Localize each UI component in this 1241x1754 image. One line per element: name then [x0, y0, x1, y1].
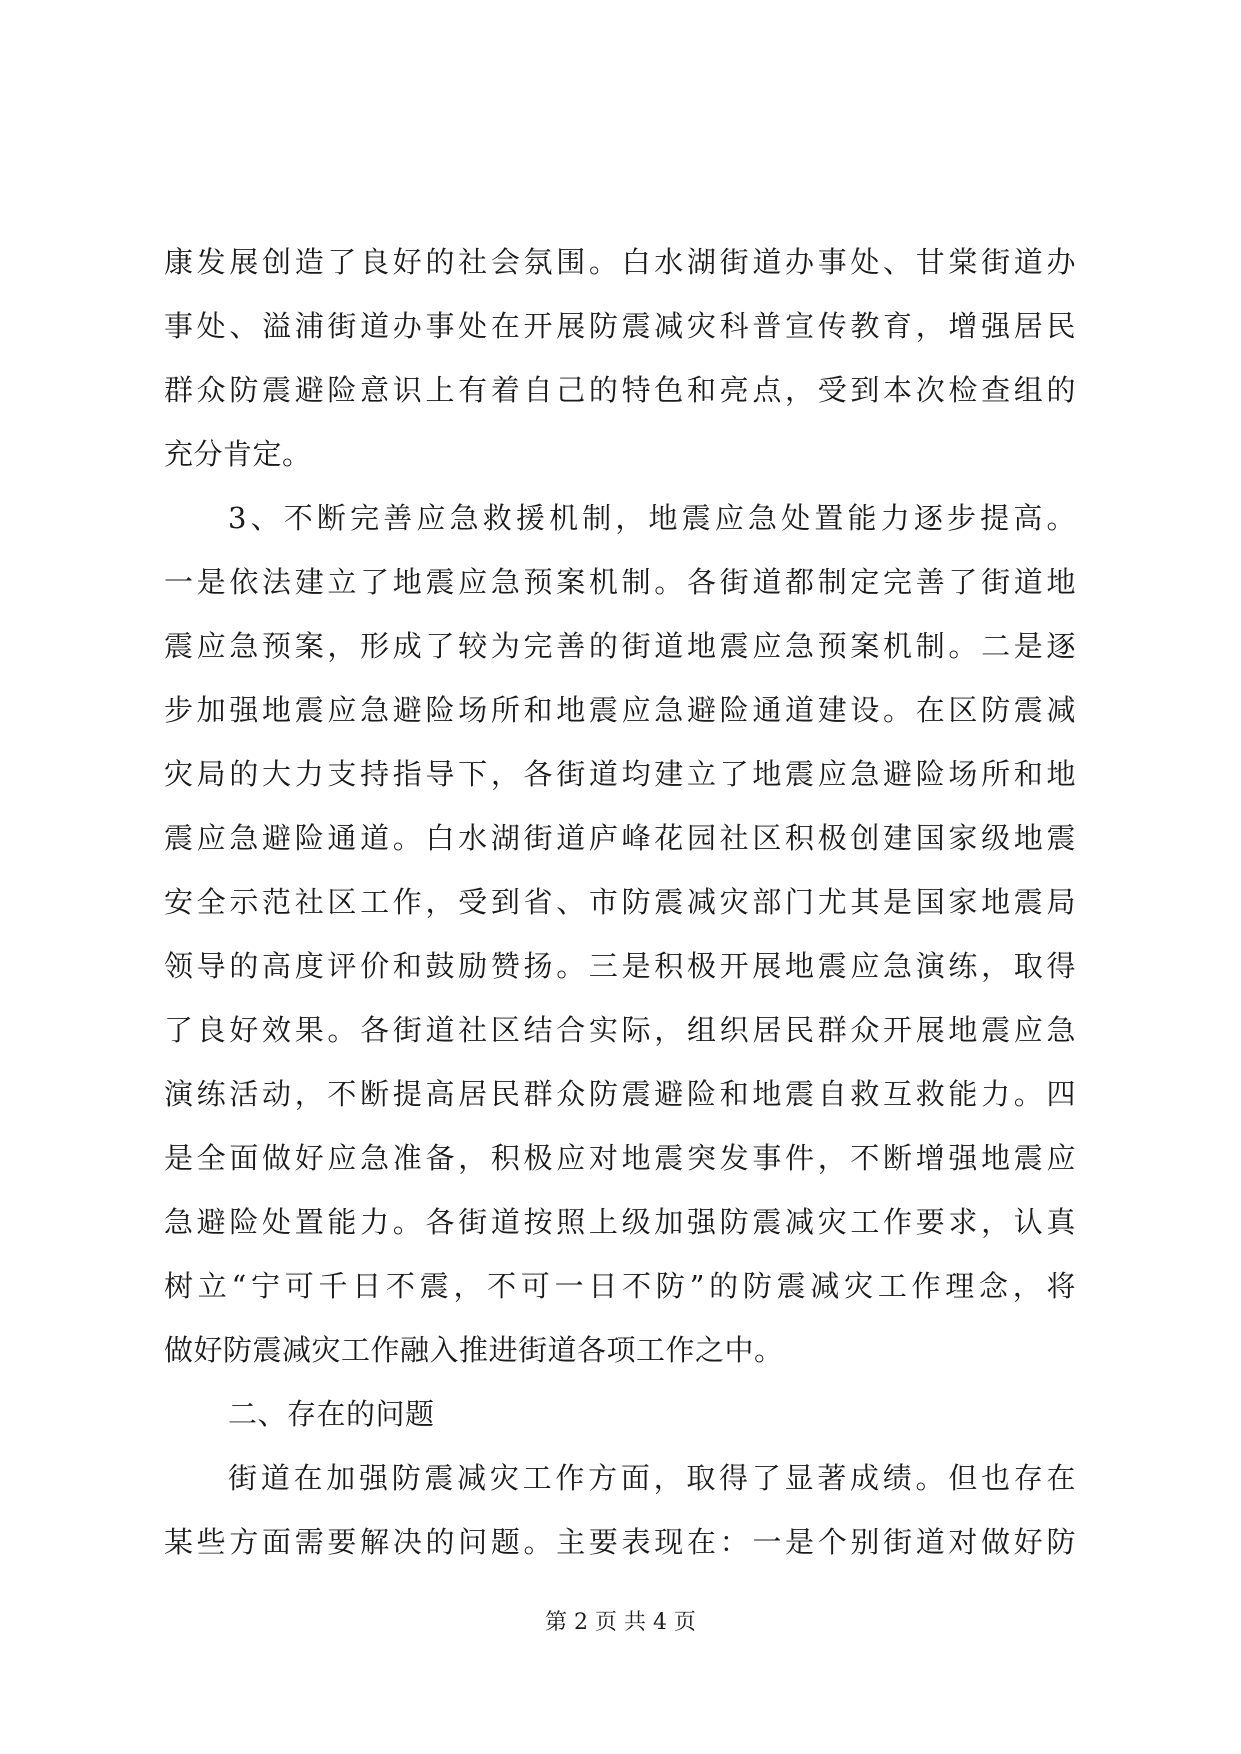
paragraph-line: 树立“宁可千日不震，不可一日不防”的防震减灾工作理念，将 [164, 1269, 1076, 1303]
page-number-footer: 第 2 页 共 4 页 [545, 1610, 696, 1635]
paragraph-line: 一是依法建立了地震应急预案机制。各街道都制定完善了街道地 [164, 565, 1076, 599]
paragraph-line: 群众防震避险意识上有着自己的特色和亮点，受到本次检查组的 [164, 373, 1076, 407]
paragraph-line: 某些方面需要解决的问题。主要表现在：一是个别街道对做好防 [164, 1525, 1076, 1559]
paragraph-line: 了良好效果。各街道社区结合实际，组织居民群众开展地震应急 [164, 1013, 1076, 1047]
paragraph-line: 急避险处置能力。各街道按照上级加强防震减灾工作要求，认真 [164, 1205, 1076, 1239]
paragraph-line: 充分肯定。 [164, 437, 312, 471]
paragraph-line: 是全面做好应急准备，积极应对地震突发事件，不断增强地震应 [164, 1141, 1076, 1175]
paragraph-line: 演练活动，不断提高居民群众防震避险和地震自救互救能力。四 [164, 1077, 1076, 1111]
paragraph-line: 震应急避险通道。白水湖街道庐峰花园社区积极创建国家级地震 [164, 821, 1076, 855]
paragraph-line: 步加强地震应急避险场所和地震应急避险通道建设。在区防震减 [164, 693, 1076, 727]
paragraph-line: 事处、溢浦街道办事处在开展防震减灾科普宣传教育，增强居民 [164, 309, 1076, 343]
paragraph-line: 做好防震减灾工作融入推进街道各项工作之中。 [164, 1333, 784, 1367]
paragraph-line: 灾局的大力支持指导下，各街道均建立了地震应急避险场所和地 [164, 757, 1076, 791]
paragraph-line: 街道在加强防震减灾工作方面，取得了显著成绩。但也存在 [228, 1461, 1076, 1495]
paragraph-line: 3、不断完善应急救援机制，地震应急处置能力逐步提高。 [228, 501, 1076, 535]
paragraph-line: 领导的高度评价和鼓励赞扬。三是积极开展地震应急演练，取得 [164, 949, 1076, 983]
paragraph-line: 康发展创造了良好的社会氛围。白水湖街道办事处、甘棠街道办 [164, 245, 1076, 279]
paragraph-line: 震应急预案，形成了较为完善的街道地震应急预案机制。二是逐 [164, 629, 1076, 663]
paragraph-line: 安全示范社区工作，受到省、市防震减灾部门尤其是国家地震局 [164, 885, 1076, 919]
document-body [164, 230, 1076, 1574]
section-heading: 二、存在的问题 [228, 1397, 435, 1431]
